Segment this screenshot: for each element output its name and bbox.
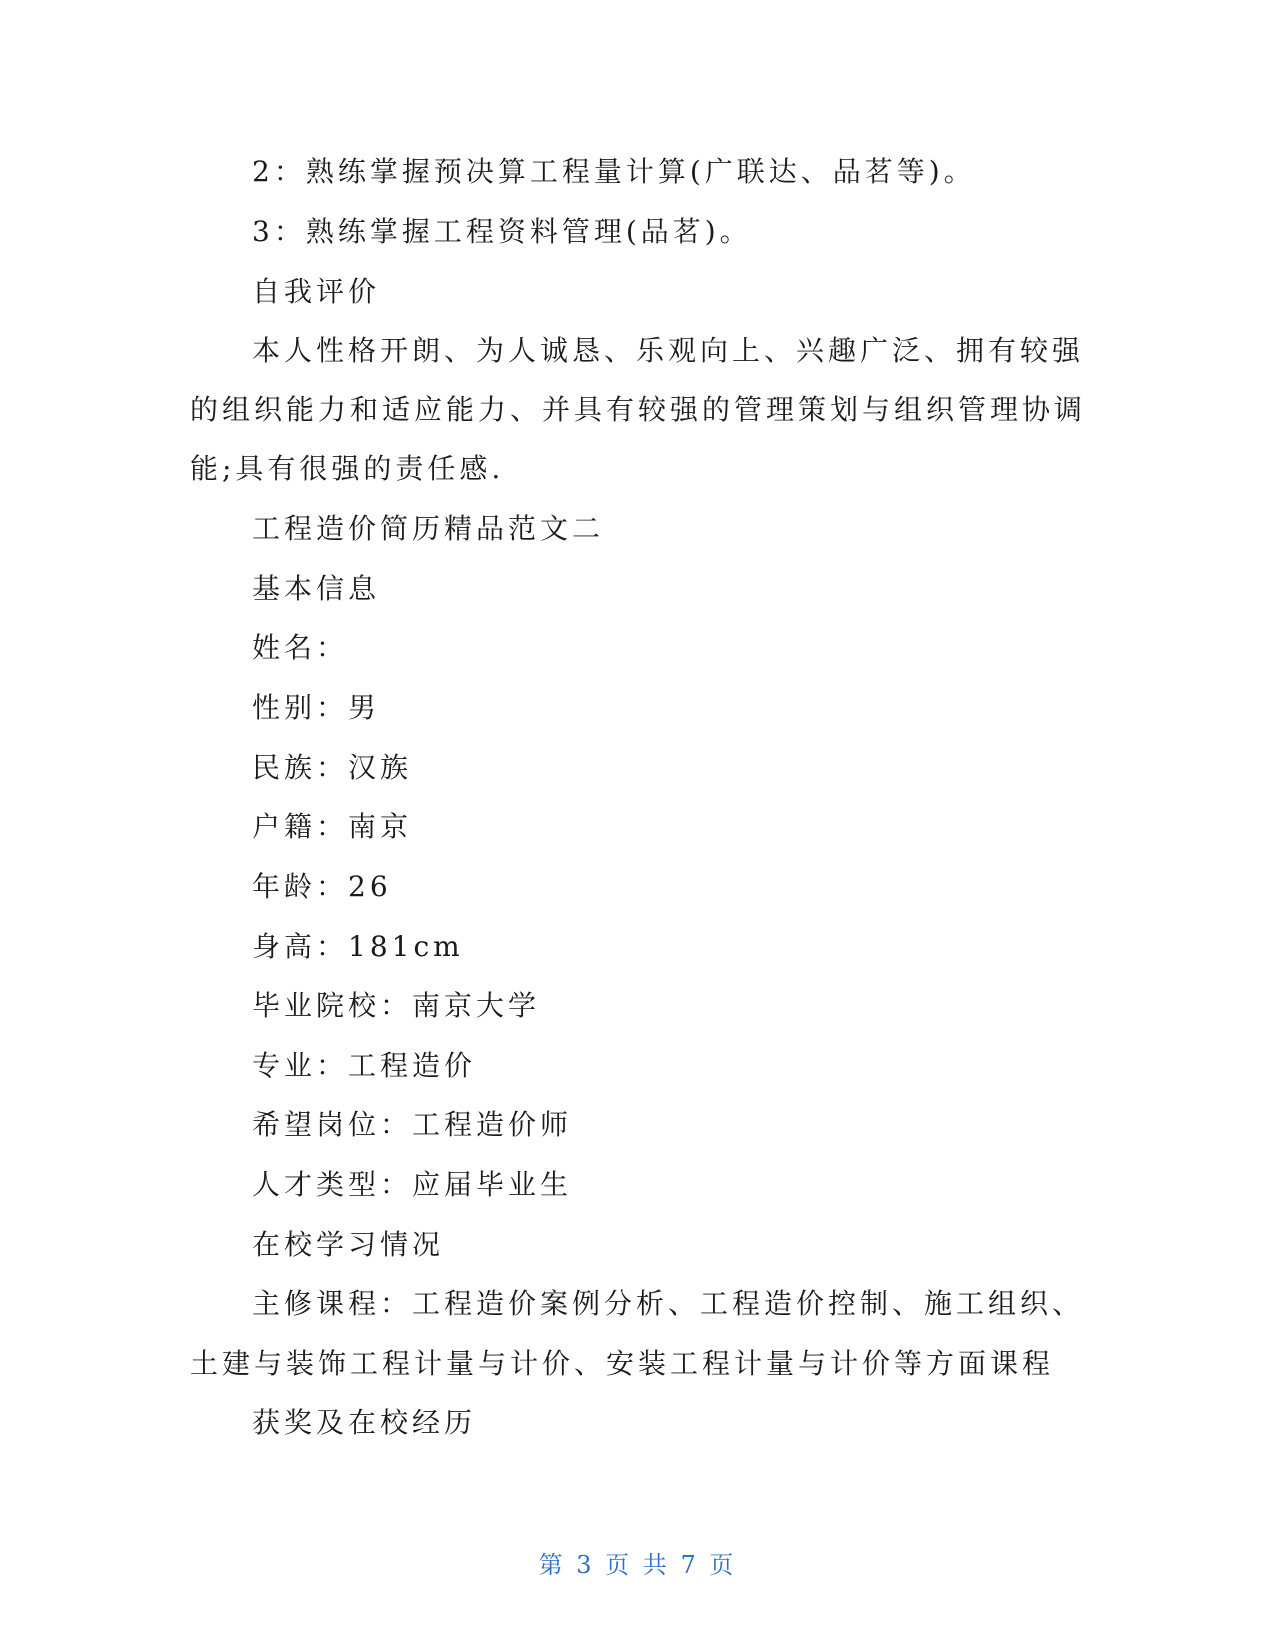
info-age: 年龄：26 [252, 870, 392, 903]
courses-line-1: 主修课程：工程造价案例分析、工程造价控制、施工组织、 [252, 1287, 1085, 1320]
skill-line-3: 3：熟练掌握工程资料管理(品茗)。 [252, 215, 752, 248]
self-evaluation-paragraph-line-2: 的组织能力和适应能力、并具有较强的管理策划与组织管理协调 [190, 393, 1087, 426]
courses-line-2: 土建与装饰工程计量与计价、安装工程计量与计价等方面课程 [190, 1347, 1055, 1380]
self-evaluation-paragraph-line-3: 能;具有很强的责任感. [190, 452, 505, 485]
self-evaluation-paragraph-line-1: 本人性格开朗、为人诚恳、乐观向上、兴趣广泛、拥有较强 [252, 334, 1085, 367]
info-school: 毕业院校：南京大学 [252, 989, 541, 1022]
info-name: 姓名： [252, 631, 349, 664]
skill-line-2: 2：熟练掌握预决算工程量计算(广联达、品茗等)。 [252, 155, 976, 188]
section-heading-awards: 获奖及在校经历 [252, 1406, 477, 1439]
section-heading-study: 在校学习情况 [252, 1228, 445, 1261]
info-major: 专业：工程造价 [252, 1049, 477, 1082]
resume-sample-title: 工程造价简历精品范文二 [252, 512, 605, 545]
info-desired-position: 希望岗位：工程造价师 [252, 1108, 573, 1141]
section-heading-basic-info: 基本信息 [252, 572, 381, 605]
info-talent-type: 人才类型：应届毕业生 [252, 1168, 573, 1201]
page-number-footer: 第 3 页 共 7 页 [538, 1551, 737, 1579]
info-ethnicity: 民族：汉族 [252, 751, 413, 784]
info-household-registration: 户籍：南京 [252, 810, 413, 843]
section-heading-self-evaluation: 自我评价 [252, 275, 381, 308]
info-height: 身高：181cm [252, 930, 464, 963]
info-gender: 性别：男 [252, 691, 381, 724]
